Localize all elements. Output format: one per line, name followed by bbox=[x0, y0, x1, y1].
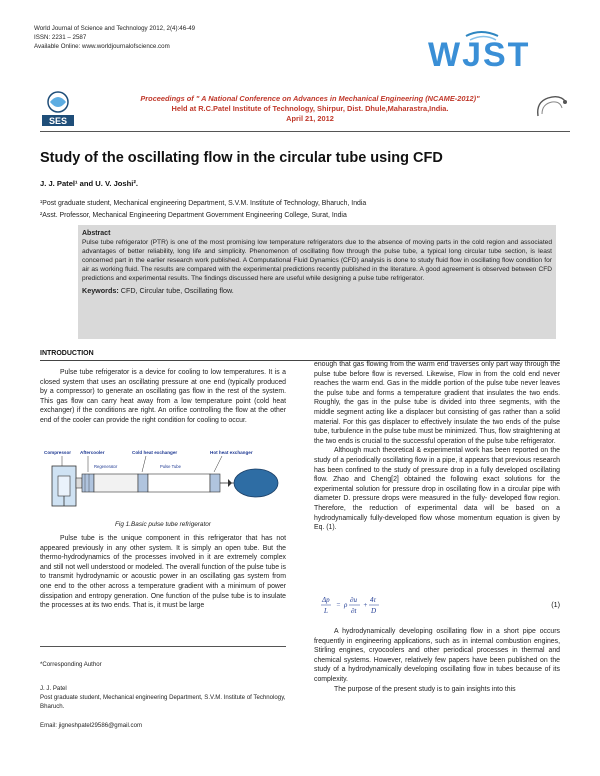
eq-dt: ∂t bbox=[351, 607, 357, 615]
footnote-corresponding: *Corresponding Author bbox=[40, 661, 102, 668]
fig-label-aftercooler: Aftercooler bbox=[80, 450, 105, 455]
paragraph: Pulse tube is the unique component in this refrigerator that has not appeared previously in any other system. It is simply an open tube. But the thermo-hydrodynamics of the processes involved in it are extremely complex and still not well understood or modeled. The overall function of the pulse tube is to transmit hydrodynamic or acoustic power in an oscillating gas system from one end to the other across a temperature gradient with a minimum of power dissipation and entropy generation. One function of the pulse tube is to insulate the processes at its two ends. That is, it must be large bbox=[40, 535, 286, 610]
journal-issn: ISSN: 2231 – 2587 bbox=[34, 34, 87, 41]
abstract-heading: Abstract bbox=[82, 230, 111, 237]
banner-divider bbox=[40, 131, 570, 132]
paragraph: Although much theoretical & experimental work has been reported on the study of a periodically oscillating flow in a pipe, it appears that previous research has been confined to the study of pressure drop in a fully developed oscillating flow. Zhao and Cheng[2] obtained the following exact solutions for the experimental solution for pressure drop in oscillating flow in a circular pipe with diameter D. pressure drops were measured in the fully- developed flow region. Therefore, the reduction of experimental data will be based on a hydrodynamically fully-developed flow whose momentum equation is given by Eq. (1). bbox=[314, 447, 560, 532]
eq-equals: = bbox=[336, 601, 341, 609]
eq-tau: 4τ bbox=[370, 596, 377, 604]
paper-title: Study of the oscillating flow in the circular tube using CFD bbox=[40, 150, 443, 166]
footnote-email: Email: jigneshpatel29586@gmail.com bbox=[40, 722, 143, 729]
affiliation-2: ²Asst. Professor, Mechanical Engineering Department Government Engineering College, Surat, India bbox=[40, 212, 347, 219]
proceedings-line2: Held at R.C.Patel Institute of Technology, Shirpur, Dist. Dhule,Maharastra,India. bbox=[171, 104, 449, 113]
paragraph: enough that gas flowing from the warm end traverses only part way through the pulse tube before flow is reversed. Likewise, Flow in from the cold end never reaches the warm end. Gas in the middle portion of the pulse tube never leaves the pulse tube and forms a temperature gradient that insulates the two ends. Roughly, the gas in the pulse tube is divided into three segments, with the middle segment acting like a displacer but consisting of gas rather than a solid material. For this gas displacer to effectively insulate the two ends of the pulse tube, turbulence in the pulse tube must be minimized. Thus, flow straightening at the two ends is crucial to the successful operation of the pulse tube refrigerator. bbox=[314, 361, 560, 445]
eq-L: L bbox=[324, 607, 328, 615]
right-column bbox=[314, 360, 560, 533]
keywords-label: Keywords: bbox=[82, 286, 119, 295]
proceedings-line1: Proceedings of " A National Conference on Advances in Mechanical Engineering (NCAME-2012)" bbox=[140, 94, 480, 103]
footnote-divider bbox=[40, 646, 286, 647]
left-column-para-1 bbox=[40, 368, 286, 426]
affiliation-1: ¹Post graduate student, Mechanical engineering Department, S.V.M. Institute of Technology, Bharuch, India bbox=[40, 200, 367, 207]
eq-rho: ρ bbox=[344, 601, 348, 609]
eq-du: ∂u bbox=[350, 596, 357, 604]
eq-plus: + bbox=[363, 601, 368, 609]
paragraph: Pulse tube refrigerator is a device for cooling to low temperatures. It is a closed system that uses an oscillating pressure at one end (typically produced by a compressor) to generate an oscillating gas flow in the rest of the system. This gas flow can carry heat away from a low temperature point (cold heat exchanger) if the conditions are right. An orifice controlling the flow at the other end of the cooler can provide the right condition for cooling to occur. bbox=[40, 369, 286, 424]
paper-authors: J. J. Patel¹ and U. V. Joshi². bbox=[40, 179, 139, 188]
footnote-address: Post graduate student, Mechanical engineering Department, S.V.M. Institute of Technology, Bharuch. bbox=[40, 694, 286, 710]
paragraph: The purpose of the present study is to gain insights into this bbox=[334, 685, 516, 693]
proceedings-line3: April 21, 2012 bbox=[286, 114, 334, 123]
keywords-value: CFD, Circular tube, Oscillating flow. bbox=[118, 286, 234, 295]
journal-citation: World Journal of Science and Technology 2012, 2(4):46-49 bbox=[34, 25, 196, 32]
ses-logo-text: SES bbox=[48, 116, 68, 126]
ornament-icon bbox=[534, 92, 570, 122]
equation-number-wrap bbox=[318, 594, 560, 616]
journal-online: Available Online: www.worldjournalofscience.com bbox=[34, 43, 170, 50]
pulse-tube-figure bbox=[42, 448, 282, 518]
figure-caption: Fig 1.Basic pulse tube refrigerator bbox=[115, 521, 211, 528]
footnote-name: J. J. Patel bbox=[40, 685, 67, 692]
left-column-para-2 bbox=[40, 534, 286, 611]
abstract-box bbox=[78, 225, 556, 339]
equation-number: (1) bbox=[551, 600, 560, 609]
journal-meta bbox=[34, 24, 195, 51]
fig-label-pulse-tube: Pulse Tube bbox=[160, 464, 181, 469]
wjst-logo-text: WJST bbox=[428, 36, 531, 70]
proceedings-text bbox=[100, 94, 520, 124]
ses-logo bbox=[40, 90, 76, 128]
abstract-text: Pulse tube refrigerator (PTR) is one of the most promising low temperature refrigerators due to the absence of moving parts in the cold region and associated advantages of better reliability, long life and simplicity. Phenomenon of oscillating flow through the pulse tube, a typical long circular tube section, is least concerned part in the earlier research work published. A Computational Fluid Dynamics (CFD) analysis is done to study fluid flow in oscillating flow condition for air as working fluid. The results are compared with the experimental predictions recently published in the literature. A good agreement is observed between CFD predictions and experimental results. The findings discussed here are useful while designing a pulse tube refrigerator. bbox=[82, 239, 552, 282]
proceedings-banner bbox=[40, 90, 570, 128]
fig-label-cold-hx: Cold heat exchanger bbox=[132, 450, 178, 455]
eq-D: D bbox=[371, 607, 377, 615]
eq-dp: Δp bbox=[322, 596, 330, 604]
fig-label-regenerator: Regenerator bbox=[94, 464, 118, 469]
paragraph: A hydrodynamically developing oscillating flow in a short pipe occurs frequently in engineering applications, such as in internal combustion engines, Stirling engines, cryocoolers and other periodical processes in thermal and chemical systems. However, relatively few papers have been published on the study of a hydrodynamically developing oscillating flow in tubes because of its complexity. bbox=[314, 628, 560, 683]
fig-label-hot-hx: Hot heat exchanger bbox=[210, 450, 253, 455]
wjst-logo bbox=[426, 30, 566, 70]
right-column-lower bbox=[314, 627, 560, 694]
affiliations bbox=[40, 198, 366, 222]
keywords bbox=[82, 286, 552, 295]
fig-label-compressor: Compressor bbox=[44, 450, 72, 455]
section-heading: INTRODUCTION bbox=[40, 350, 94, 357]
